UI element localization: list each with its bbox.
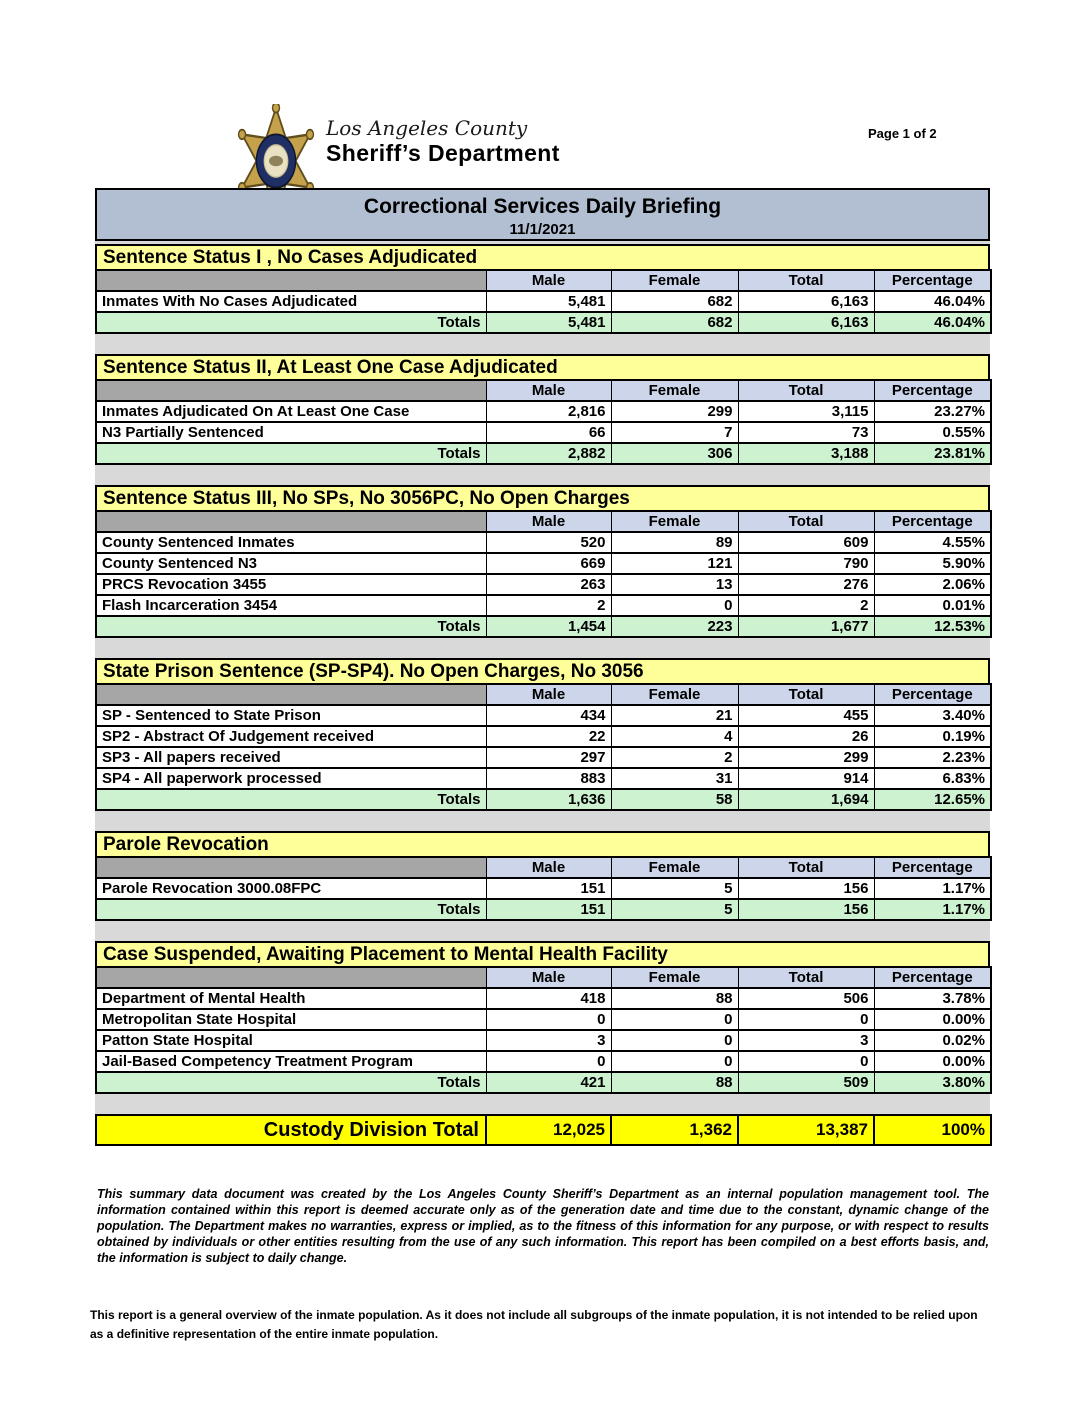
totals-row xyxy=(96,616,991,637)
cell-male: 5,481 xyxy=(486,291,611,312)
column-header-male: Male xyxy=(486,684,611,705)
totals-total: 1,694 xyxy=(738,789,874,810)
column-header-row xyxy=(96,380,991,401)
org-county-line: Los Angeles County xyxy=(326,116,528,140)
row-label: Jail-Based Competency Treatment Program xyxy=(96,1051,486,1072)
org-dept-line: Sheriff’s Department xyxy=(326,140,560,166)
section-table xyxy=(95,269,992,334)
row-label: Metropolitan State Hospital xyxy=(96,1009,486,1030)
totals-total: 156 xyxy=(738,899,874,920)
column-header-female: Female xyxy=(611,380,738,401)
totals-male: 5,481 xyxy=(486,312,611,333)
cell-percentage: 0.02% xyxy=(874,1030,991,1051)
totals-percentage: 23.81% xyxy=(874,443,991,464)
cell-male: 3 xyxy=(486,1030,611,1051)
cell-male: 66 xyxy=(486,422,611,443)
totals-percentage: 1.17% xyxy=(874,899,991,920)
cell-total: 156 xyxy=(738,878,874,899)
cell-female: 7 xyxy=(611,422,738,443)
row-label: County Sentenced N3 xyxy=(96,553,486,574)
section-table xyxy=(95,856,992,921)
totals-row xyxy=(96,899,991,920)
table-row xyxy=(96,705,991,726)
column-header-row xyxy=(96,684,991,705)
column-header-total: Total xyxy=(738,684,874,705)
cell-female: 0 xyxy=(611,595,738,616)
page-number-label: Page 1 of 2 xyxy=(868,126,937,141)
cell-total: 3 xyxy=(738,1030,874,1051)
cell-percentage: 23.27% xyxy=(874,401,991,422)
report-section xyxy=(95,658,990,831)
row-label: Parole Revocation 3000.08FPC xyxy=(96,878,486,899)
cell-female: 0 xyxy=(611,1009,738,1030)
cell-total: 299 xyxy=(738,747,874,768)
totals-label: Totals xyxy=(96,616,486,637)
totals-label: Totals xyxy=(96,899,486,920)
totals-percentage: 3.80% xyxy=(874,1072,991,1093)
totals-female: 682 xyxy=(611,312,738,333)
column-header-percentage: Percentage xyxy=(874,270,991,291)
row-label: SP - Sentenced to State Prison xyxy=(96,705,486,726)
report-body xyxy=(95,188,990,1146)
column-header-percentage: Percentage xyxy=(874,857,991,878)
totals-total: 1,677 xyxy=(738,616,874,637)
spacer xyxy=(95,1094,990,1114)
totals-label: Totals xyxy=(96,789,486,810)
cell-total: 455 xyxy=(738,705,874,726)
cell-male: 418 xyxy=(486,988,611,1009)
cell-male: 669 xyxy=(486,553,611,574)
section-table xyxy=(95,966,992,1094)
table-row xyxy=(96,422,991,443)
cell-female: 0 xyxy=(611,1051,738,1072)
cell-total: 3,115 xyxy=(738,401,874,422)
cell-percentage: 6.83% xyxy=(874,768,991,789)
column-header-spacer-cell xyxy=(96,857,486,878)
section-table xyxy=(95,510,992,638)
report-date: 11/1/2021 xyxy=(509,221,576,238)
section-header: Sentence Status II, At Least One Case Adjudicated xyxy=(95,354,990,381)
cell-female: 13 xyxy=(611,574,738,595)
cell-percentage: 3.78% xyxy=(874,988,991,1009)
table-row xyxy=(96,747,991,768)
section-header: State Prison Sentence (SP-SP4). No Open Charges, No 3056 xyxy=(95,658,990,685)
table-row xyxy=(96,1030,991,1051)
totals-female: 223 xyxy=(611,616,738,637)
org-name-block xyxy=(326,116,560,167)
cell-female: 4 xyxy=(611,726,738,747)
grand-total-percentage: 100% xyxy=(874,1115,991,1145)
cell-total: 609 xyxy=(738,532,874,553)
column-header-female: Female xyxy=(611,967,738,988)
totals-label: Totals xyxy=(96,443,486,464)
totals-male: 2,882 xyxy=(486,443,611,464)
totals-total: 3,188 xyxy=(738,443,874,464)
totals-percentage: 12.53% xyxy=(874,616,991,637)
cell-male: 263 xyxy=(486,574,611,595)
column-header-percentage: Percentage xyxy=(874,684,991,705)
totals-row xyxy=(96,789,991,810)
grand-total-row xyxy=(96,1115,991,1145)
row-label: Department of Mental Health xyxy=(96,988,486,1009)
cell-percentage: 0.00% xyxy=(874,1051,991,1072)
column-header-spacer-cell xyxy=(96,380,486,401)
column-header-percentage: Percentage xyxy=(874,967,991,988)
cell-percentage: 0.01% xyxy=(874,595,991,616)
totals-percentage: 46.04% xyxy=(874,312,991,333)
cell-total: 2 xyxy=(738,595,874,616)
report-section xyxy=(95,831,990,941)
cell-percentage: 4.55% xyxy=(874,532,991,553)
cell-male: 22 xyxy=(486,726,611,747)
column-header-male: Male xyxy=(486,857,611,878)
table-row xyxy=(96,532,991,553)
cell-female: 0 xyxy=(611,1030,738,1051)
cell-percentage: 0.55% xyxy=(874,422,991,443)
cell-male: 2,816 xyxy=(486,401,611,422)
spacer xyxy=(95,921,990,941)
table-row xyxy=(96,291,991,312)
totals-row xyxy=(96,1072,991,1093)
section-table xyxy=(95,379,992,465)
cell-female: 89 xyxy=(611,532,738,553)
column-header-total: Total xyxy=(738,967,874,988)
cell-total: 0 xyxy=(738,1009,874,1030)
cell-total: 506 xyxy=(738,988,874,1009)
totals-row xyxy=(96,312,991,333)
cell-male: 883 xyxy=(486,768,611,789)
totals-male: 1,636 xyxy=(486,789,611,810)
spacer xyxy=(95,465,990,485)
report-section xyxy=(95,941,990,1114)
column-header-male: Male xyxy=(486,380,611,401)
cell-percentage: 0.00% xyxy=(874,1009,991,1030)
row-label: Flash Incarceration 3454 xyxy=(96,595,486,616)
cell-female: 31 xyxy=(611,768,738,789)
spacer xyxy=(95,811,990,831)
column-header-row xyxy=(96,967,991,988)
disclaimer-text: This summary data document was created by the Los Angeles County Sheriff’s Department as an internal population management tool. The information contained within this report is deemed accurate only as of the generation date and time due to the constant, dynamic change of the population. The Department makes no warranties, express or implied, as to the fitness of this information for any purpose, or with respect to results obtained by individuals or other entities resulting from the use of any such information. This report has been compiled on a best efforts basis, and, the information is subject to daily change. xyxy=(97,1187,989,1265)
cell-total: 914 xyxy=(738,768,874,789)
column-header-male: Male xyxy=(486,511,611,532)
column-header-spacer-cell xyxy=(96,511,486,532)
cell-percentage: 3.40% xyxy=(874,705,991,726)
column-header-row xyxy=(96,857,991,878)
cell-total: 6,163 xyxy=(738,291,874,312)
custody-division-total-table xyxy=(95,1114,992,1146)
table-row xyxy=(96,878,991,899)
cell-percentage: 46.04% xyxy=(874,291,991,312)
column-header-female: Female xyxy=(611,511,738,532)
cell-male: 0 xyxy=(486,1051,611,1072)
totals-total: 509 xyxy=(738,1072,874,1093)
cell-percentage: 5.90% xyxy=(874,553,991,574)
column-header-female: Female xyxy=(611,684,738,705)
grand-total-male: 12,025 xyxy=(486,1115,611,1145)
totals-percentage: 12.65% xyxy=(874,789,991,810)
totals-label: Totals xyxy=(96,312,486,333)
cell-female: 2 xyxy=(611,747,738,768)
sections-container xyxy=(95,244,990,1114)
section-header: Sentence Status III, No SPs, No 3056PC, No Open Charges xyxy=(95,485,990,512)
footnote-text: This report is a general overview of the inmate population. As it does not include all subgroups of the inmate population, it is not intended to be relied upon as a definitive representation of the entire inmate population. xyxy=(90,1308,978,1341)
totals-total: 6,163 xyxy=(738,312,874,333)
spacer xyxy=(95,334,990,354)
cell-percentage: 1.17% xyxy=(874,878,991,899)
section-header: Sentence Status I , No Cases Adjudicated xyxy=(95,244,990,271)
column-header-male: Male xyxy=(486,270,611,291)
totals-label: Totals xyxy=(96,1072,486,1093)
cell-female: 88 xyxy=(611,988,738,1009)
cell-percentage: 2.06% xyxy=(874,574,991,595)
table-row xyxy=(96,988,991,1009)
cell-female: 121 xyxy=(611,553,738,574)
table-row xyxy=(96,553,991,574)
totals-female: 306 xyxy=(611,443,738,464)
report-section xyxy=(95,354,990,485)
cell-male: 151 xyxy=(486,878,611,899)
row-label: SP4 - All paperwork processed xyxy=(96,768,486,789)
cell-total: 276 xyxy=(738,574,874,595)
grand-total-female: 1,362 xyxy=(611,1115,738,1145)
column-header-total: Total xyxy=(738,857,874,878)
report-section xyxy=(95,485,990,658)
row-label: SP2 - Abstract Of Judgement received xyxy=(96,726,486,747)
column-header-spacer-cell xyxy=(96,684,486,705)
column-header-total: Total xyxy=(738,380,874,401)
totals-male: 421 xyxy=(486,1072,611,1093)
table-row xyxy=(96,574,991,595)
cell-total: 0 xyxy=(738,1051,874,1072)
totals-female: 88 xyxy=(611,1072,738,1093)
column-header-percentage: Percentage xyxy=(874,511,991,532)
totals-male: 151 xyxy=(486,899,611,920)
row-label: PRCS Revocation 3455 xyxy=(96,574,486,595)
cell-male: 0 xyxy=(486,1009,611,1030)
cell-total: 73 xyxy=(738,422,874,443)
cell-female: 299 xyxy=(611,401,738,422)
grand-total-total: 13,387 xyxy=(738,1115,874,1145)
totals-female: 5 xyxy=(611,899,738,920)
cell-male: 2 xyxy=(486,595,611,616)
cell-male: 297 xyxy=(486,747,611,768)
table-row xyxy=(96,726,991,747)
table-row xyxy=(96,595,991,616)
totals-male: 1,454 xyxy=(486,616,611,637)
table-row xyxy=(96,401,991,422)
cell-total: 790 xyxy=(738,553,874,574)
report-section xyxy=(95,244,990,354)
cell-male: 434 xyxy=(486,705,611,726)
column-header-female: Female xyxy=(611,270,738,291)
section-header: Parole Revocation xyxy=(95,831,990,858)
section-header: Case Suspended, Awaiting Placement to Mental Health Facility xyxy=(95,941,990,968)
cell-female: 21 xyxy=(611,705,738,726)
column-header-row xyxy=(96,511,991,532)
row-label: N3 Partially Sentenced xyxy=(96,422,486,443)
column-header-spacer-cell xyxy=(96,967,486,988)
row-label: SP3 - All papers received xyxy=(96,747,486,768)
cell-percentage: 2.23% xyxy=(874,747,991,768)
column-header-female: Female xyxy=(611,857,738,878)
cell-percentage: 0.19% xyxy=(874,726,991,747)
cell-male: 520 xyxy=(486,532,611,553)
totals-row xyxy=(96,443,991,464)
totals-female: 58 xyxy=(611,789,738,810)
column-header-row xyxy=(96,270,991,291)
grand-total-label: Custody Division Total xyxy=(96,1115,486,1145)
table-row xyxy=(96,1009,991,1030)
row-label: Patton State Hospital xyxy=(96,1030,486,1051)
spacer xyxy=(95,638,990,658)
table-row xyxy=(96,1051,991,1072)
column-header-spacer-cell xyxy=(96,270,486,291)
cell-female: 682 xyxy=(611,291,738,312)
row-label: County Sentenced Inmates xyxy=(96,532,486,553)
cell-total: 26 xyxy=(738,726,874,747)
column-header-male: Male xyxy=(486,967,611,988)
row-label: Inmates With No Cases Adjudicated xyxy=(96,291,486,312)
column-header-total: Total xyxy=(738,511,874,532)
column-header-total: Total xyxy=(738,270,874,291)
report-title-bar xyxy=(95,188,990,241)
report-title: Correctional Services Daily Briefing xyxy=(363,195,722,218)
cell-female: 5 xyxy=(611,878,738,899)
section-table xyxy=(95,683,992,811)
table-row xyxy=(96,768,991,789)
column-header-percentage: Percentage xyxy=(874,380,991,401)
row-label: Inmates Adjudicated On At Least One Case xyxy=(96,401,486,422)
